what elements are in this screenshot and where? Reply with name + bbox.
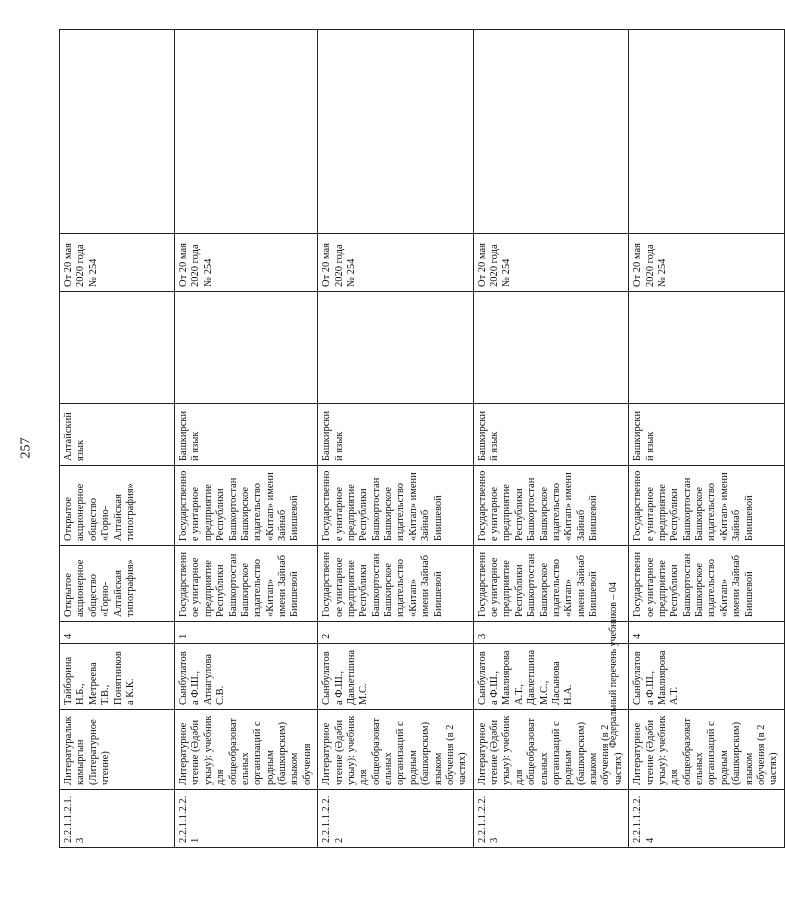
row-title: Литературное чтение (Әдәби уҡыу): учебник для общеобразовательных организаций с родным (башкирским) языком обучения (в 2 частях) (318, 710, 474, 790)
table-row (473, 30, 629, 848)
row-blank (60, 292, 175, 404)
table-row (629, 30, 785, 848)
row-extra (175, 30, 318, 234)
row-authors: Сынбулатова Ф.Ш., Атнагулова С.В. (175, 644, 318, 710)
row-authors: Сынбулатова Ф.Ш., Мавлиярова А.Т., Давлетшина М.С., Ласынова Н.А. (473, 644, 629, 710)
row-publisher: Государственное унитарное предприятие Республики Башкортостан Башкирское издательство «Китап» имени Зайнаб Биишевой (175, 546, 318, 622)
row-grade: 4 (629, 622, 785, 644)
textbook-table (59, 29, 785, 848)
page-number: 257 (18, 437, 34, 459)
row-extra (318, 30, 474, 234)
row-code: 2.2.1.1.2.2.1 (175, 790, 318, 848)
row-publisher-short: Открытое акционерное общество «Горно-Алтайская типография» (60, 466, 175, 546)
table-row (175, 30, 318, 848)
row-authors: Тайборина Н.Б., Метреева Т.В., Понятникова К.К. (60, 644, 175, 710)
row-blank (629, 292, 785, 404)
row-authors: Сынбулатова Ф.Ш., Мавлиярова А.Т. (629, 644, 785, 710)
row-code: 2.2.1.1.2.2.4 (629, 790, 785, 848)
row-authors: Сынбулатова Ф.Ш., Давлетшина М.С. (318, 644, 474, 710)
row-order: От 20 мая 2020 года № 254 (175, 234, 318, 292)
row-grade: 4 (60, 622, 175, 644)
row-blank (318, 292, 474, 404)
row-publisher: Государственное унитарное предприятие Республики Башкортостан Башкирское издательство «Китап» имени Зайнаб Биишевой (629, 546, 785, 622)
row-publisher-short: Государственное унитарное предприятие Республики Башкортостан Башкирское издательство «Китап» имени Зайнаб Биишевой (473, 466, 629, 546)
table-row (60, 30, 175, 848)
row-extra (629, 30, 785, 234)
table-row (318, 30, 474, 848)
page-footer: Федеральный перечень учебников – 04 (608, 582, 619, 748)
rotated-table-wrapper (59, 30, 780, 848)
row-language: Башкирский язык (175, 404, 318, 466)
row-grade: 2 (318, 622, 474, 644)
row-title: Литературное чтение (Әдәби уҡыу): учебник для общеобразовательных организаций с родным (башкирским) языком обучения (в 2 частях) (629, 710, 785, 790)
row-grade: 3 (473, 622, 629, 644)
row-blank (473, 292, 629, 404)
row-title: Литературалык камыргын (Литературное чтение) (60, 710, 175, 790)
row-publisher-short: Государственное унитарное предприятие Республики Башкортостан Башкирское издательство «Китап» имени Зайнаб Биишевой (175, 466, 318, 546)
row-code: 2.2.1.1.2.1.3 (60, 790, 175, 848)
row-order: От 20 мая 2020 года № 254 (629, 234, 785, 292)
row-order: От 20 мая 2020 года № 254 (473, 234, 629, 292)
row-order: От 20 мая 2020 года № 254 (318, 234, 474, 292)
row-language: Башкирский язык (629, 404, 785, 466)
row-title: Литературное чтение (Әдәби уҡыу): учебник для общеобразовательных организаций с родным (башкирским) языком обучения (175, 710, 318, 790)
row-extra (60, 30, 175, 234)
row-extra (473, 30, 629, 234)
row-code: 2.2.1.1.2.2.2 (318, 790, 474, 848)
row-blank (175, 292, 318, 404)
row-publisher-short: Государственное унитарное предприятие Республики Башкортостан Башкирское издательство «Китап» имени Зайнаб Биишевой (318, 466, 474, 546)
row-publisher-short: Государственное унитарное предприятие Республики Башкортостан Башкирское издательство «Китап» имени Зайнаб Биишевой (629, 466, 785, 546)
row-order: От 20 мая 2020 года № 254 (60, 234, 175, 292)
row-title: Литературное чтение (Әдәби уҡыу): учебник для общеобразовательных организаций с родным (башкирским) языком обучения (в 2 частях) (473, 710, 629, 790)
row-publisher: Открытое акционерное общество «Горно-Алтайская типография» (60, 546, 175, 622)
row-language: Башкирский язык (318, 404, 474, 466)
row-language: Алтайский язык (60, 404, 175, 466)
row-code: 2.2.1.1.2.2.3 (473, 790, 629, 848)
row-language: Башкирский язык (473, 404, 629, 466)
row-publisher: Государственное унитарное предприятие Республики Башкортостан Башкирское издательство «Китап» имени Зайнаб Биишевой (473, 546, 629, 622)
row-publisher: Государственное унитарное предприятие Республики Башкортостан Башкирское издательство «Китап» имени Зайнаб Биишевой (318, 546, 474, 622)
row-grade: 1 (175, 622, 318, 644)
